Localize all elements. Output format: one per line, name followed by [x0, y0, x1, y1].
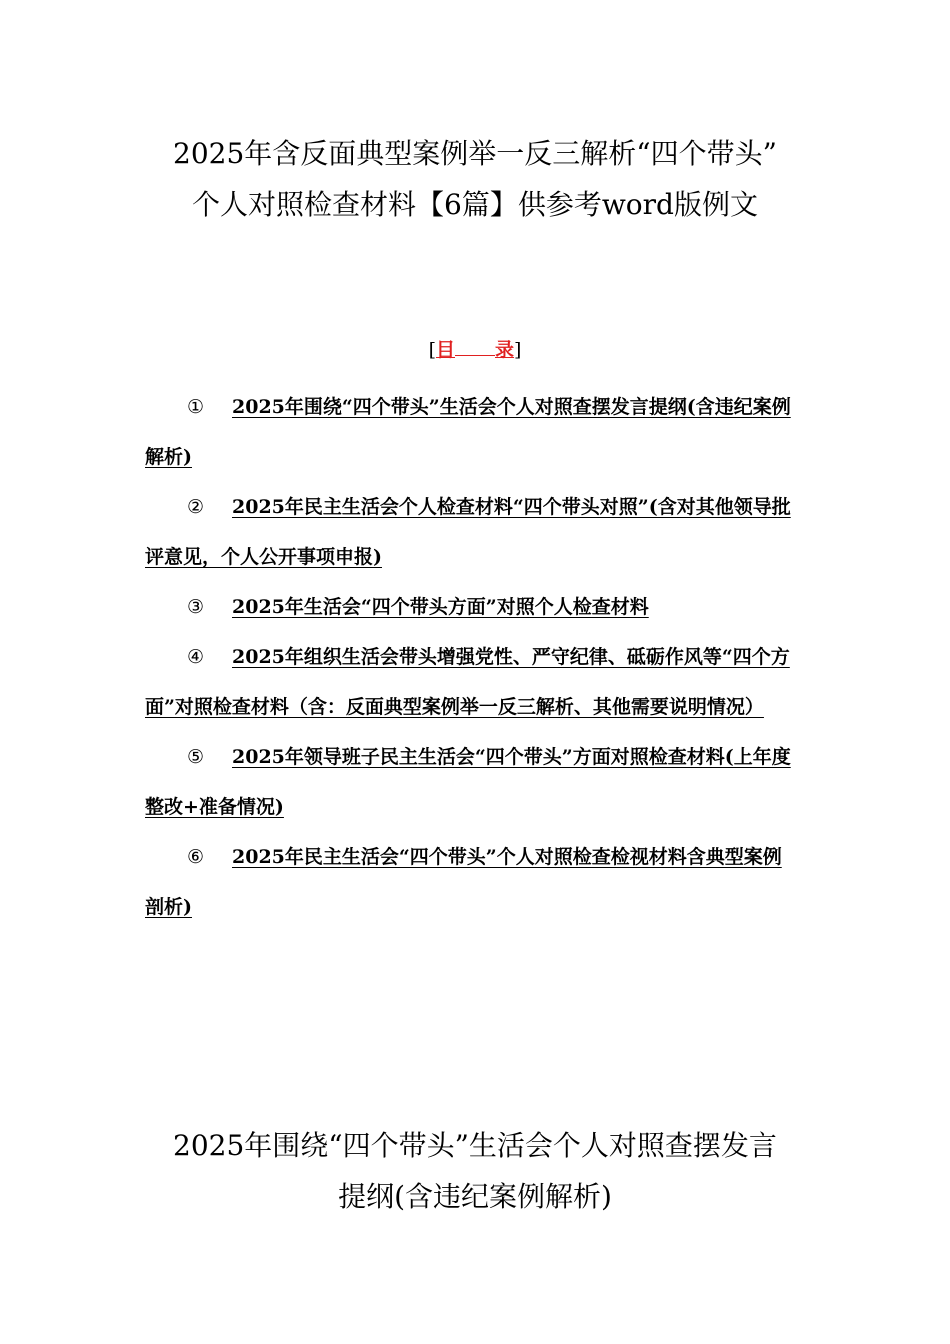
toc-item-4 [145, 632, 800, 732]
toc-heading-char-1: 目 [435, 339, 455, 361]
toc-link-6[interactable]: 2025年民主生活会“四个带头”个人对照检查检视材料含典型案例剖析) [145, 846, 782, 918]
toc-item-number: ③ [187, 596, 205, 618]
toc-item-number: ⑤ [187, 746, 205, 768]
toc-bracket-open: [ [428, 339, 436, 361]
toc-bracket-close: ] [514, 339, 522, 361]
toc-item-number: ② [187, 496, 205, 518]
section-title [60, 1120, 890, 1222]
toc-link-1[interactable]: 2025年围绕“四个带头”生活会个人对照查摆发言提纲(含违纪案例解析) [145, 396, 791, 468]
toc-heading-gap [455, 337, 495, 356]
toc-item-number: ⑥ [187, 846, 205, 868]
toc-link-2[interactable]: 2025年民主生活会个人检查材料“四个带头对照”(含对其他领导批评意见，个人公开事项申报) [145, 496, 791, 568]
toc-item-3 [145, 582, 800, 632]
toc-link-3[interactable]: 2025年生活会“四个带头方面”对照个人检查材料 [232, 596, 649, 618]
toc-link-4[interactable]: 2025年组织生活会带头增强党性、严守纪律、砥砺作风等“四个方面”对照检查材料（含：反面典型案例举一反三解析、其他需要说明情况） [145, 646, 790, 718]
toc-item-number: ① [187, 396, 205, 418]
toc-heading-char-2: 录 [495, 339, 515, 361]
document-title [60, 128, 890, 230]
toc-item-2 [145, 482, 800, 582]
toc-item-5 [145, 732, 800, 832]
toc-heading [0, 336, 950, 364]
section-title-line-2: 提纲(含违纪案例解析) [338, 1180, 612, 1213]
section-title-line-1: 2025年围绕“四个带头”生活会个人对照查摆发言 [173, 1129, 777, 1162]
document-title-line-2: 个人对照检查材料【6篇】供参考word版例文 [192, 188, 758, 221]
toc-item-number: ④ [187, 646, 205, 668]
toc-item-6 [145, 832, 800, 932]
toc-item-1 [145, 382, 800, 482]
document-title-line-1: 2025年含反面典型案例举一反三解析“四个带头” [173, 137, 777, 170]
table-of-contents [145, 382, 800, 932]
toc-link-5[interactable]: 2025年领导班子民主生活会“四个带头”方面对照检查材料(上年度整改+准备情况) [145, 746, 791, 818]
